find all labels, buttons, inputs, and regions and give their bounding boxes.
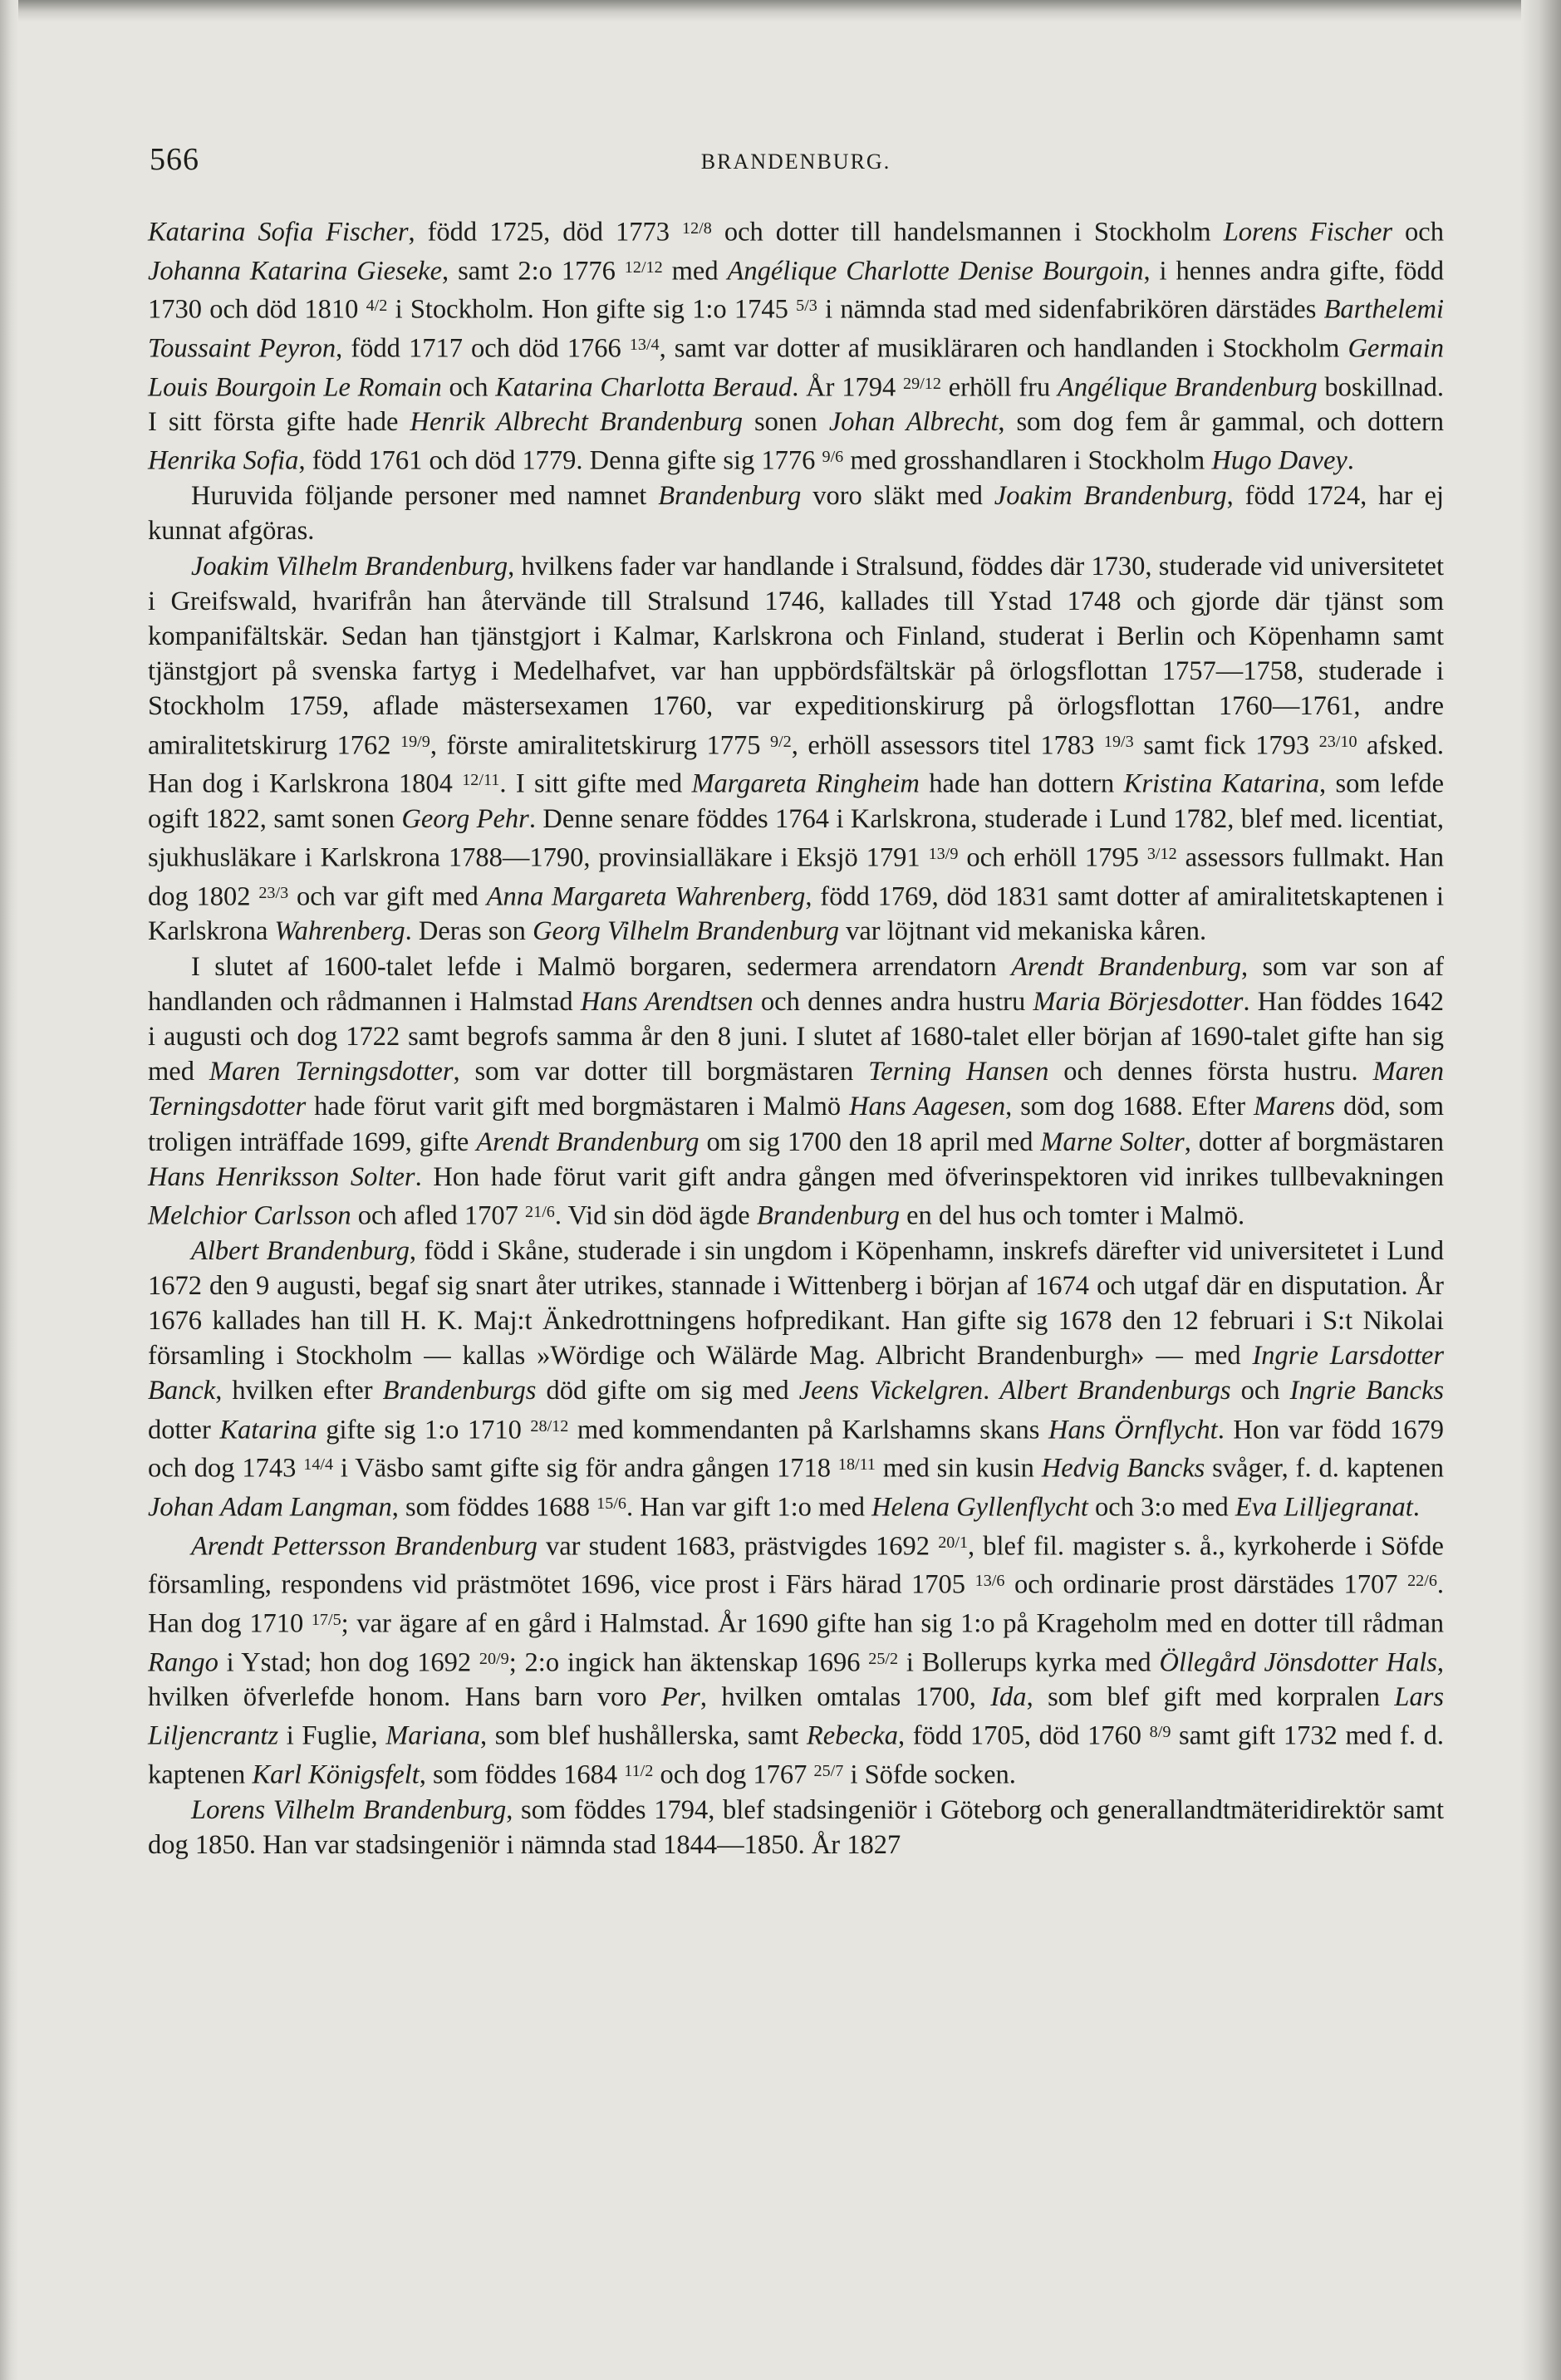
text-run: svåger, f. d. kaptenen: [1205, 1453, 1444, 1484]
text-run: hade förut varit gift med borgmästaren i Malmö: [306, 1092, 850, 1122]
date-fraction: 12/12: [624, 258, 663, 277]
scan-edge-top: [0, 0, 1561, 22]
text-run: . År 1794: [792, 372, 904, 403]
text-run: , född 1725, död 1773: [408, 217, 683, 248]
text-run: , född 1724, har ej kunnat afgöras.: [148, 481, 1444, 547]
date-fraction: 4/2: [366, 297, 388, 316]
text-run: och erhöll 1795: [958, 842, 1147, 873]
running-head: BRANDENBURG.: [700, 150, 891, 174]
italic-name: Karl Königsfelt: [252, 1759, 420, 1790]
text-run: i Stockholm. Hon gifte sig 1:o 1745: [387, 294, 797, 325]
text-run: boskillnad. I sitt första gifte hade: [148, 372, 1444, 438]
italic-name: Georg Pehr: [401, 803, 529, 834]
italic-name: Georg Vilhelm Brandenburg: [533, 916, 839, 947]
text-run: , som föddes 1684: [419, 1759, 625, 1790]
date-fraction: 20/9: [479, 1649, 509, 1668]
text-run: och 3:o med: [1087, 1492, 1235, 1523]
text-run: en del hus och tomter i Malmö.: [899, 1200, 1245, 1231]
date-fraction: 19/9: [400, 732, 430, 751]
italic-name: Wahrenberg: [274, 916, 405, 947]
italic-name: Maren Terningsdotter: [209, 1057, 454, 1087]
italic-name: Hugo Davey: [1211, 445, 1347, 476]
date-fraction: 13/4: [629, 335, 660, 354]
text-run: . Vid sin död ägde: [554, 1200, 757, 1231]
italic-name: Brandenburg: [756, 1200, 900, 1231]
text-run: och dennes andra hustru: [753, 986, 1033, 1017]
text-run: och dog 1767: [653, 1759, 814, 1790]
text-run: . Han var gift 1:o med: [626, 1492, 872, 1523]
italic-name: Lorens Fischer: [1223, 217, 1393, 248]
page-header: [148, 141, 1444, 191]
text-run: erhöll fru: [940, 372, 1058, 403]
text-run: , hvilken efter: [215, 1376, 383, 1406]
italic-name: Mariana: [385, 1720, 480, 1751]
date-fraction: 25/7: [813, 1762, 844, 1781]
text-run: assessors fullmakt. Han dog 1802: [148, 842, 1445, 912]
text-run: , som blef gift med korpralen: [1026, 1682, 1395, 1713]
italic-name: Hedvig Bancks: [1041, 1453, 1205, 1484]
text-run: och dennes första hustru.: [1048, 1057, 1373, 1087]
italic-name: Ingrie Bancks: [1289, 1376, 1445, 1406]
date-fraction: 28/12: [530, 1416, 569, 1435]
italic-name: Angélique Charlotte Denise Bourgoin: [727, 256, 1144, 287]
italic-name: Margareta Ringheim: [691, 768, 920, 799]
italic-name: Henrik Albrecht Brandenburg: [410, 407, 743, 438]
text-run: . Denne senare föddes 1764 i Karlskrona, studerade i Lund 1782, blef med. licentiat, sjukhusläkare i Karlskrona 1788—1790, provinsialläkare i Eksjö 1791: [148, 803, 1445, 873]
body-text: [148, 211, 1444, 1862]
text-run: , som föddes 1688: [391, 1492, 597, 1523]
italic-name: Joakim Brandenburg: [994, 481, 1227, 512]
italic-name: Melchior Carlsson: [148, 1200, 351, 1231]
text-run: . Han dog 1710: [148, 1569, 1445, 1639]
text-run: och: [441, 372, 496, 403]
text-run: , hvilken öfverlefde honom. Hans barn voro: [148, 1647, 1444, 1713]
text-run: , förste amiralitetskirurg 1775: [430, 730, 770, 761]
italic-name: Henrika Sofia: [148, 445, 299, 476]
paragraph: [148, 478, 1444, 548]
text-run: afsked. Han dog i Karlskrona 1804: [148, 730, 1444, 799]
scan-edge-right: [1521, 0, 1561, 2380]
italic-name: Johan Adam Langman: [148, 1492, 392, 1523]
text-run: sonen: [742, 407, 829, 438]
text-run: samt gift 1732 med f. d. kaptenen: [148, 1720, 1444, 1790]
text-run: , hvilken omtalas 1700,: [700, 1682, 991, 1713]
text-run: , född i Skåne, studerade i sin ungdom i Köpenhamn, inskrefs därefter vid universitetet i Lund 1672 den 9 augusti, begaf sig snart åter utrikes, stannade i Wittenberg i början af 1674 och utgaf där en disputation. År 1676 kallades han till H. K. Maj:t Änkedrottningens hofpredikant. Han gifte sig 1678 den 12 februari i S:t Nikolai församling i Stockholm — kallas »Wördige och Wälärde Mag. Albricht Brandenburgh» — med: [148, 1235, 1444, 1372]
italic-name: Arendt Brandenburg: [1011, 951, 1241, 982]
text-run: med: [662, 256, 728, 287]
text-run: , samt var dotter af musikläraren och handlanden i Stockholm: [659, 333, 1348, 364]
text-run: gifte sig 1:o 1710: [317, 1415, 531, 1445]
text-run: och var gift med: [288, 881, 487, 912]
date-fraction: 13/6: [974, 1572, 1005, 1591]
date-fraction: 23/3: [258, 883, 289, 902]
text-run: .: [983, 1376, 1000, 1406]
text-run: och dotter till handelsmannen i Stockholm: [711, 217, 1224, 248]
italic-name: Angélique Brandenburg: [1057, 372, 1318, 403]
italic-name: Maren Terningsdotter: [148, 1057, 1445, 1122]
date-fraction: 9/2: [770, 732, 792, 751]
text-run: var student 1683, prästvigdes 1692: [537, 1531, 939, 1562]
italic-name: Joakim Vilhelm Brandenburg: [191, 551, 508, 582]
text-run: ; 2:o ingick han äktenskap 1696: [508, 1647, 869, 1678]
text-run: , samt 2:o 1776: [442, 256, 625, 287]
italic-name: Kristina Katarina: [1123, 768, 1319, 799]
italic-name: Katarina Charlotta Beraud: [495, 372, 793, 403]
italic-name: Marens: [1253, 1092, 1336, 1122]
text-run: , i hennes andra gifte, född 1730 och död 1810: [148, 256, 1444, 325]
text-run: . Hon hade förut varit gift andra gången med öfverinspektoren vid inrikes tullbevakningen: [415, 1161, 1444, 1192]
date-fraction: 25/2: [868, 1649, 899, 1668]
text-run: med kommendanten på Karlshamns skans: [568, 1415, 1048, 1445]
text-run: , som föddes 1794, blef stadsingeniör i Göteborg och generallandtmäteridirektör samt dog 1850. Han var stadsingeniör i nämnda stad 1844—1850. År 1827: [148, 1794, 1444, 1860]
text-run: i Ystad; hon dog 1692: [218, 1647, 479, 1678]
text-run: i Väsbo samt gifte sig för andra gången 1718: [333, 1453, 838, 1484]
text-run: och afled 1707: [351, 1200, 526, 1231]
italic-name: Hans Aagesen: [849, 1092, 1006, 1122]
date-fraction: 5/3: [796, 297, 817, 316]
text-run: var löjtnant vid mekaniska kåren.: [838, 916, 1207, 947]
text-run: , född 1761 och död 1779. Denna gifte sig 1776: [298, 445, 822, 476]
text-run: .: [1412, 1492, 1420, 1523]
date-fraction: 21/6: [525, 1203, 555, 1222]
date-fraction: 15/6: [596, 1494, 626, 1513]
text-run: , erhöll assessors titel 1783: [791, 730, 1104, 761]
text-run: , som dog 1688. Efter: [1005, 1092, 1254, 1122]
italic-name: Öllegård Jönsdotter Hals: [1159, 1647, 1437, 1678]
paragraph: [148, 1793, 1444, 1862]
italic-name: Hans Arendtsen: [580, 986, 754, 1017]
date-fraction: 12/11: [462, 771, 500, 790]
text-run: och: [1230, 1376, 1290, 1406]
italic-name: Barthelemi Toussaint Peyron: [148, 294, 1444, 364]
text-run: , som var dotter till borgmästaren: [453, 1057, 869, 1087]
paragraph: [148, 211, 1444, 478]
italic-name: Ida: [990, 1682, 1027, 1713]
italic-name: Arendt Pettersson Brandenburg: [191, 1531, 538, 1562]
date-fraction: 3/12: [1146, 845, 1177, 864]
page-number: 566: [150, 142, 199, 177]
text-run: Huruvida följande personer med namnet: [191, 481, 659, 512]
italic-name: Arendt Brandenburg: [476, 1126, 700, 1157]
text-run: om sig 1700 den 18 april med: [699, 1126, 1041, 1157]
text-run: död, som troligen inträffade 1699, gifte: [148, 1092, 1444, 1157]
italic-name: Anna Margareta Wahrenberg: [486, 881, 806, 912]
text-run: och: [1392, 217, 1444, 248]
text-run: , hvilkens fader var handlande i Stralsund, föddes där 1730, studerade vid universitetet i Greifswald, hvarifrån han återvände till Stralsund 1746, kallades till Ystad 1748 och gjorde där tjänst som kompanifältskär. Sedan han tjänstgjort i Kalmar, Karlskrona och Finland, studerat i Berlin och Köpenhamn samt tjänstgjort på svenska fartyg i Medelhafvet, var han uppbördsfältskär på örlogsflottan 1757—1758, studerade i Stockholm 1759, aflade mästersexamen 1760, var expeditionskirurg på örlogsflottan 1760—1761, andre amiralitetskirurg 1762: [148, 551, 1444, 761]
text-run: , född 1717 och död 1766: [336, 333, 630, 364]
italic-name: Helena Gyllenflycht: [871, 1492, 1088, 1523]
text-run: , som var son af handlanden och rådmannen i Halmstad: [148, 951, 1444, 1017]
scan-edge-left: [0, 0, 18, 2380]
italic-name: Katarina: [219, 1415, 317, 1445]
text-run: . I sitt gifte med: [499, 768, 692, 799]
date-fraction: 20/1: [938, 1533, 969, 1552]
text-run: . Han föddes 1642 i augusti och dog 1722 samt begrofs samma år den 8 juni. I slutet af 1680-talet eller början af 1690-talet gifte han sig med: [148, 986, 1445, 1087]
date-fraction: 11/2: [624, 1762, 654, 1781]
italic-name: Maria Börjesdotter: [1033, 986, 1244, 1017]
text-run: , född 1705, död 1760: [897, 1720, 1150, 1751]
text-run: i nämnda stad med sidenfabrikören därstädes: [817, 294, 1324, 325]
italic-name: Jeens Vickelgren: [798, 1376, 984, 1406]
text-run: samt fick 1793: [1133, 730, 1319, 761]
text-run: I slutet af 1600-talet lefde i Malmö borgaren, sedermera arrendatorn: [191, 951, 1012, 982]
date-fraction: 19/3: [1103, 732, 1134, 751]
paragraph: [148, 950, 1444, 1234]
text-run: i Söfde socken.: [843, 1759, 1016, 1790]
text-run: . Deras son: [405, 916, 533, 947]
italic-name: Germain Louis Bourgoin Le Romain: [148, 333, 1444, 403]
date-fraction: 12/8: [682, 219, 712, 238]
paragraph: [148, 1234, 1444, 1525]
text-run: , född 1769, död 1831 samt dotter af amiralitetskaptenen i Karlskrona: [148, 881, 1444, 947]
italic-name: Eva Lilljegranat: [1235, 1492, 1413, 1523]
italic-name: Lars Liljencrantz: [148, 1682, 1444, 1751]
italic-name: Per: [660, 1682, 700, 1713]
text-run: med sin kusin: [876, 1453, 1042, 1484]
text-run: , dotter af borgmästaren: [1184, 1126, 1444, 1157]
italic-name: Albert Brandenburgs: [999, 1376, 1231, 1406]
text-run: och ordinarie prost därstädes 1707: [1004, 1569, 1408, 1600]
document-page: [148, 141, 1444, 1862]
italic-name: Johanna Katarina Gieseke: [148, 256, 443, 287]
italic-name: Hans Henriksson Solter: [148, 1161, 415, 1192]
italic-name: Marne Solter: [1040, 1126, 1185, 1157]
italic-name: Rebecka: [806, 1720, 898, 1751]
text-run: , blef fil. magister s. å., kyrkoherde i Söfde församling, respondens vid prästmötet 1696, vice prost i Färs härad 1705: [148, 1531, 1444, 1600]
italic-name: Terning Hansen: [868, 1057, 1049, 1087]
text-run: med grosshandlaren i Stockholm: [843, 445, 1212, 476]
text-run: , som lefde ogift 1822, samt sonen: [148, 768, 1444, 834]
italic-name: Rango: [148, 1647, 218, 1678]
text-run: ; var ägare af en gård i Halmstad. År 1690 gifte han sig 1:o på Krageholm med en dotter till rådman: [341, 1608, 1444, 1639]
text-run: , som dog fem år gammal, och dottern: [998, 407, 1445, 438]
text-run: .: [1347, 445, 1354, 476]
italic-name: Brandenburgs: [382, 1376, 537, 1406]
date-fraction: 14/4: [303, 1455, 334, 1475]
text-run: . Hon var född 1679 och dog 1743: [148, 1415, 1445, 1484]
italic-name: Lorens Vilhelm Brandenburg: [191, 1794, 507, 1825]
date-fraction: 8/9: [1149, 1723, 1171, 1742]
text-run: voro släkt med: [801, 481, 994, 512]
italic-name: Johan Albrecht: [828, 407, 999, 438]
date-fraction: 23/10: [1318, 732, 1357, 751]
text-run: dotter: [148, 1415, 220, 1445]
italic-name: Hans Örnflycht: [1048, 1415, 1218, 1445]
date-fraction: 17/5: [311, 1610, 341, 1629]
paragraph: [148, 549, 1444, 950]
date-fraction: 13/9: [928, 845, 959, 864]
paragraph: [148, 1525, 1444, 1793]
italic-name: Ingrie Larsdotter Banck: [148, 1341, 1444, 1406]
date-fraction: 29/12: [903, 374, 941, 393]
text-run: i Bollerups kyrka med: [898, 1647, 1160, 1678]
italic-name: Brandenburg: [658, 481, 802, 512]
italic-name: Katarina Sofia Fischer: [148, 217, 409, 248]
text-run: , som blef hushållerska, samt: [479, 1720, 807, 1751]
date-fraction: 18/11: [837, 1455, 876, 1475]
text-run: i Fuglie,: [278, 1720, 386, 1751]
text-run: död gifte om sig med: [536, 1376, 799, 1406]
text-run: hade han dottern: [919, 768, 1124, 799]
date-fraction: 9/6: [822, 448, 844, 467]
date-fraction: 22/6: [1407, 1572, 1437, 1591]
italic-name: Albert Brandenburg: [191, 1235, 410, 1266]
